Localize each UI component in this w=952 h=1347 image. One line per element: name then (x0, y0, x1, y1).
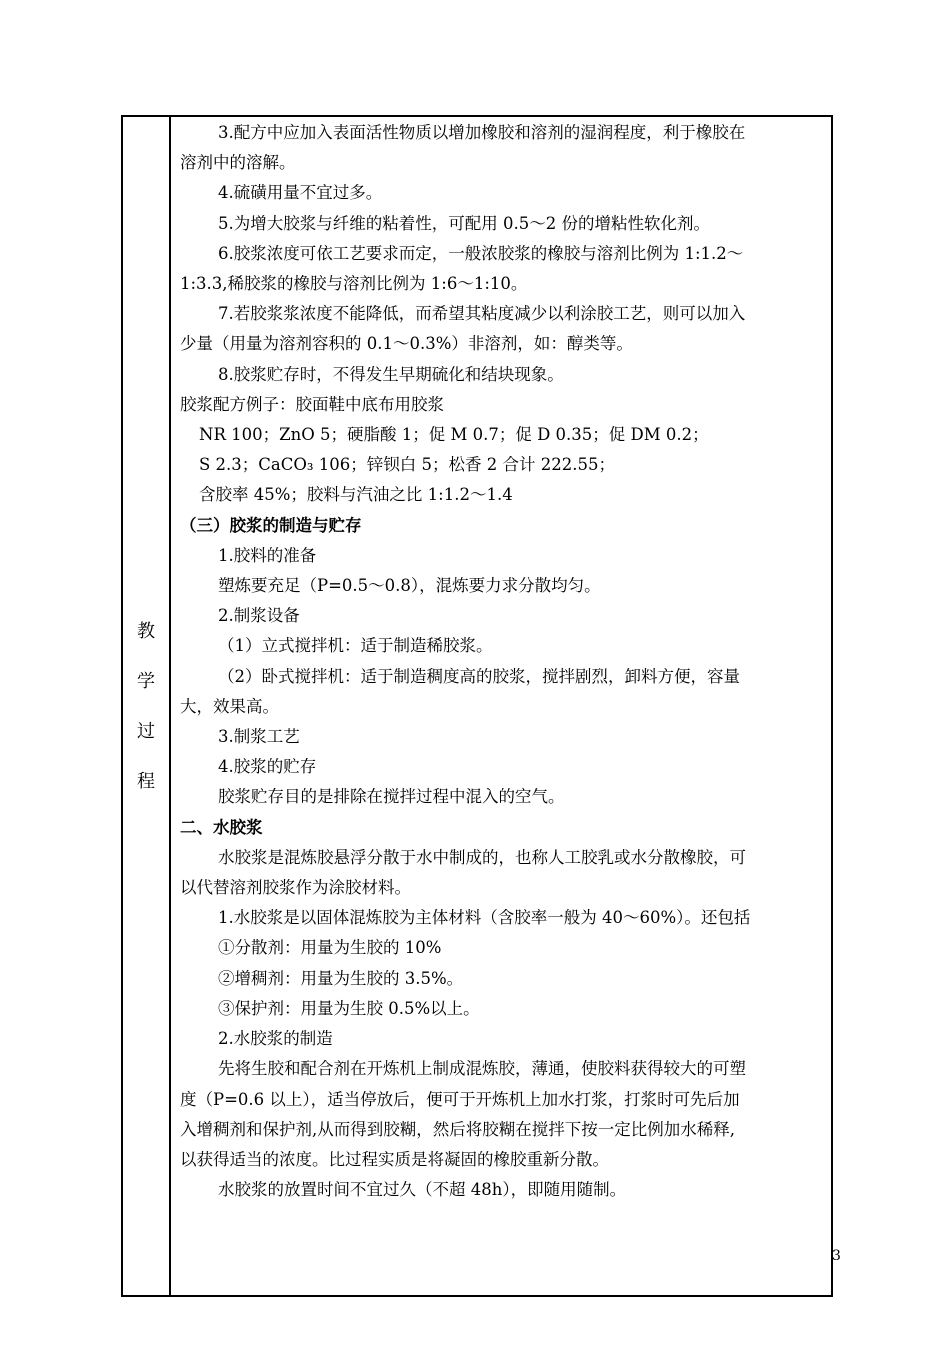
text-line: 胶浆贮存目的是排除在搅拌过程中混入的空气。 (218, 787, 565, 807)
side-label-char: 学 (137, 671, 155, 692)
side-label-char: 过 (137, 721, 155, 742)
text-line: 1.水胶浆是以固体混炼胶为主体材料（含胶率一般为 40～60%）。还包括 (218, 908, 751, 928)
text-line: 5.为增大胶浆与纤维的粘着性，可配用 0.5～2 份的增粘性软化剂。 (218, 213, 710, 233)
text-line: 以获得适当的浓度。比过程实质是将凝固的橡胶重新分散。 (180, 1149, 609, 1169)
text-line: 以代替溶剂胶浆作为涂胶材料。 (180, 878, 411, 898)
text-line: 胶浆配方例子：胶面鞋中底布用胶浆 (180, 394, 444, 414)
text-line: ①分散剂：用量为生胶的 10% (218, 938, 442, 958)
text-line: S 2.3；CaCO₃ 106；锌钡白 5；松香 2 合计 222.55； (199, 455, 615, 475)
text-line: 溶剂中的溶解。 (180, 153, 296, 173)
text-line: 塑炼要充足（P=0.5～0.8），混炼要力求分散均匀。 (218, 576, 601, 596)
text-line: 6.胶浆浓度可依工艺要求而定，一般浓胶浆的橡胶与溶剂比例为 1:1.2～ (218, 243, 744, 263)
column-divider (169, 115, 171, 1297)
text-line: 4.硫磺用量不宜过多。 (218, 183, 383, 203)
text-line: 8.胶浆贮存时，不得发生早期硫化和结块现象。 (218, 364, 564, 384)
text-line: ③保护剂：用量为生胶 0.5%以上。 (218, 998, 480, 1018)
text-line: 少量（用量为溶剂容积的 0.1～0.3%）非溶剂，如：醇类等。 (180, 334, 633, 354)
text-line: 大，效果高。 (180, 696, 279, 716)
document-body (180, 118, 826, 1205)
text-line: 2.水胶浆的制造 (218, 1029, 333, 1049)
text-line: 1.胶料的准备 (218, 545, 317, 565)
text-line: 4.胶浆的贮存 (218, 757, 317, 777)
side-label-char: 教 (137, 621, 155, 642)
section-heading: （三）胶浆的制造与贮存 (180, 515, 362, 535)
text-line: （1）立式搅拌机：适于制造稀胶浆。 (218, 636, 493, 656)
text-line: 先将生胶和配合剂在开炼机上制成混炼胶，薄通，使胶料获得较大的可塑 (218, 1059, 746, 1079)
text-line: 1:3.3,稀胶浆的橡胶与溶剂比例为 1:6～1:10。 (180, 274, 528, 294)
section-heading: 二、水胶浆 (180, 817, 263, 837)
text-line: 3.配方中应加入表面活性物质以增加橡胶和溶剂的湿润程度，利于橡胶在 (218, 123, 746, 142)
text-line: 入增稠剂和保护剂,从而得到胶糊，然后将胶糊在搅拌下按一定比例加水稀释, (180, 1119, 735, 1139)
text-line: 2.制浆设备 (218, 606, 300, 626)
text-line: 水胶浆的放置时间不宜过久（不超 48h），即随用随制。 (218, 1180, 627, 1200)
text-line: 水胶浆是混炼胶悬浮分散于水中制成的，也称人工胶乳或水分散橡胶，可 (218, 847, 746, 867)
text-line: 3.制浆工艺 (218, 727, 300, 747)
page-number: 3 (832, 1248, 841, 1264)
text-line: 7.若胶浆浆浓度不能降低，而希望其粘度减少以利涂胶工艺，则可以加入 (218, 304, 746, 324)
text-line: 含胶率 45%；胶料与汽油之比 1:1.2～1.4 (199, 485, 513, 505)
side-label-char: 程 (137, 771, 155, 792)
text-line: ②增稠剂：用量为生胶的 3.5%。 (218, 968, 464, 988)
text-line: （2）卧式搅拌机：适于制造稠度高的胶浆，搅拌剧烈，卸料方便，容量 (218, 666, 740, 686)
text-line: 度（P=0.6 以上），适当停放后，便可于开炼机上加水打浆，打浆时可先后加 (180, 1089, 740, 1109)
text-line: NR 100；ZnO 5；硬脂酸 1；促 M 0.7；促 D 0.35；促 DM 0.2； (199, 425, 709, 445)
